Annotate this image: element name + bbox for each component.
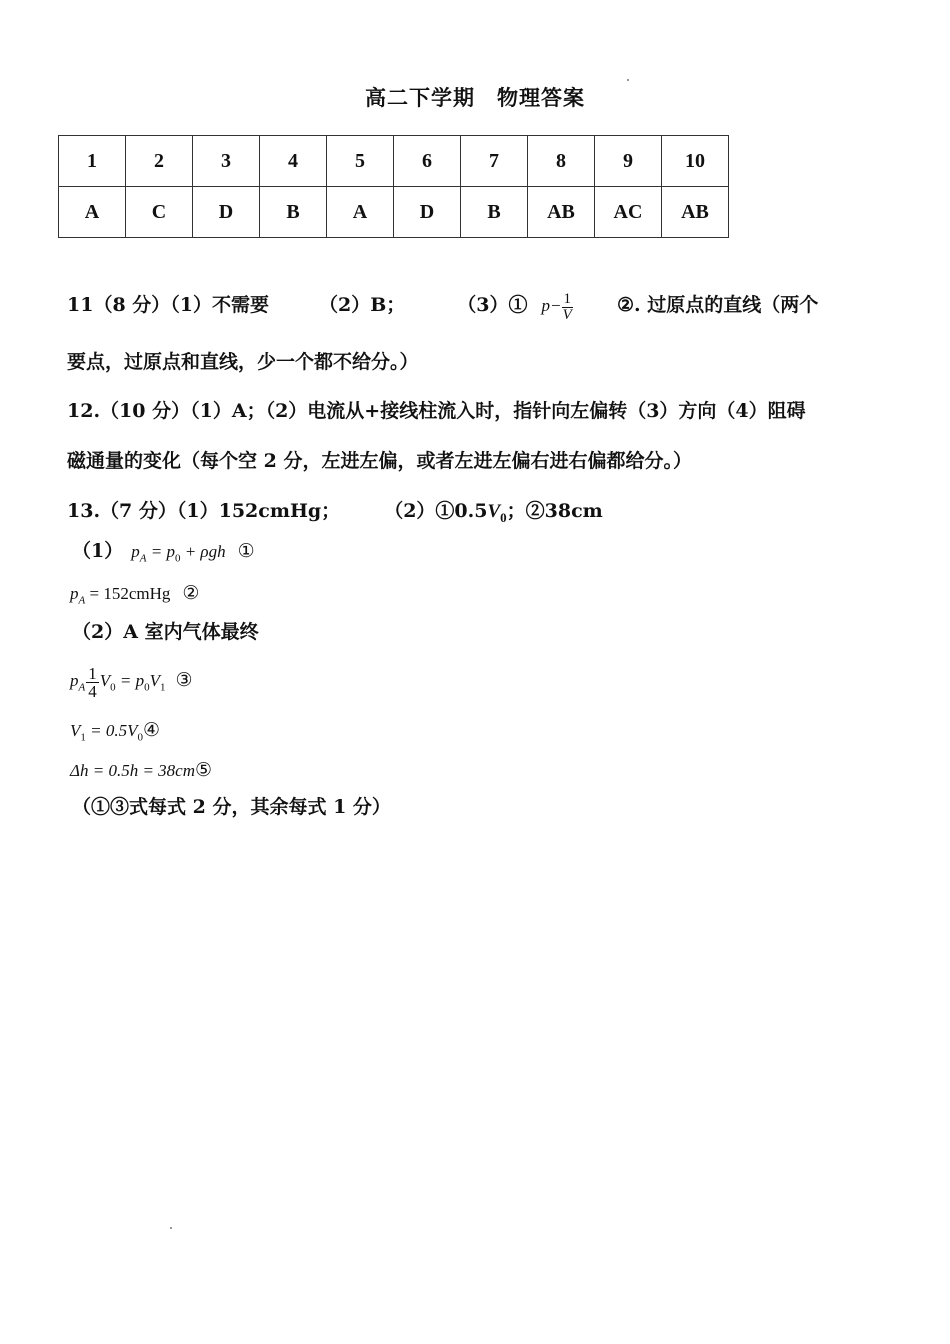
equation-4: $V_1 = 0.5V_0$: [70, 721, 143, 744]
q13-header: 13.（7 分）（1）152cmHg； $(2)①0.5V_0$；②38cm: [67, 500, 603, 525]
q13-step-4: [70, 716, 888, 751]
q11-part1: 11（8 分）（1）不需要: [67, 294, 269, 316]
q13-scoring-note: （①③式每式 2 分，其余每式 1 分）: [72, 796, 391, 818]
table-cell: 4: [260, 136, 327, 187]
q12-line-1: 12.（10 分）（1）A；（2）电流从+接线柱流入时，指针向左偏转（3）方向（4）阻碍: [67, 400, 806, 422]
marker-1: ①: [237, 540, 255, 562]
scan-speck: [627, 79, 629, 81]
table-cell: 5: [327, 136, 394, 187]
marker-4: ④: [143, 719, 161, 741]
scan-speck: [170, 1227, 172, 1229]
table-cell: C: [126, 187, 193, 238]
table-cell: 1: [59, 136, 126, 187]
equation-2: $p_A$ = 152cmHg: [70, 584, 171, 607]
table-cell: 10: [662, 136, 729, 187]
equation-5: Δh = 0.5h = 38cm: [70, 761, 195, 780]
marker-5: ⑤: [195, 759, 213, 781]
table-cell: A: [59, 187, 126, 238]
table-cell: 8: [528, 136, 595, 187]
table-cell: 3: [193, 136, 260, 187]
table-cell: B: [461, 187, 528, 238]
q13-step-5: [70, 756, 888, 785]
equation-3: $p_A$ $\frac{1}{4}$ $V_0 = p_0V_1$: [70, 663, 166, 701]
q11-part2: （2）B；: [319, 294, 406, 316]
table-cell: AC: [595, 187, 662, 238]
table-cell: 7: [461, 136, 528, 187]
table-cell: 2: [126, 136, 193, 187]
table-cell: D: [193, 187, 260, 238]
q13-part2-label: （2）A 室内气体最终: [72, 621, 259, 643]
marker-3: ③: [175, 669, 193, 691]
q13-step-1: （1） $p_A = p_0 + \rho gh$ ①: [72, 540, 255, 565]
q11-line-2: 要点，过原点和直线，少一个都不给分。）: [67, 351, 419, 373]
table-cell: B: [260, 187, 327, 238]
marker-2: ②: [182, 582, 200, 604]
q11-part4: ②. 过原点的直线（两个: [617, 294, 819, 316]
q11-formula: p− $\frac{1}{V}$: [541, 290, 572, 323]
equation-1: $p_A = p_0 + \rho gh$: [131, 542, 226, 565]
q12-line-2: 磁通量的变化（每个空 2 分，左进左偏，或者左进左偏右进右偏都给分。）: [67, 450, 692, 472]
table-cell: 6: [394, 136, 461, 187]
page-title: 高二下学期 物理答案: [365, 85, 585, 110]
answer-table: [58, 135, 729, 238]
table-row-answers: [59, 187, 729, 238]
q11-part3: （3）①: [457, 294, 528, 316]
q13-step-2: [70, 579, 888, 614]
q13-step-3: [70, 660, 888, 707]
table-row-numbers: [59, 136, 729, 187]
table-cell: AB: [528, 187, 595, 238]
q11-line-1: [67, 291, 888, 323]
table-cell: D: [394, 187, 461, 238]
table-cell: 9: [595, 136, 662, 187]
table-cell: AB: [662, 187, 729, 238]
table-cell: A: [327, 187, 394, 238]
